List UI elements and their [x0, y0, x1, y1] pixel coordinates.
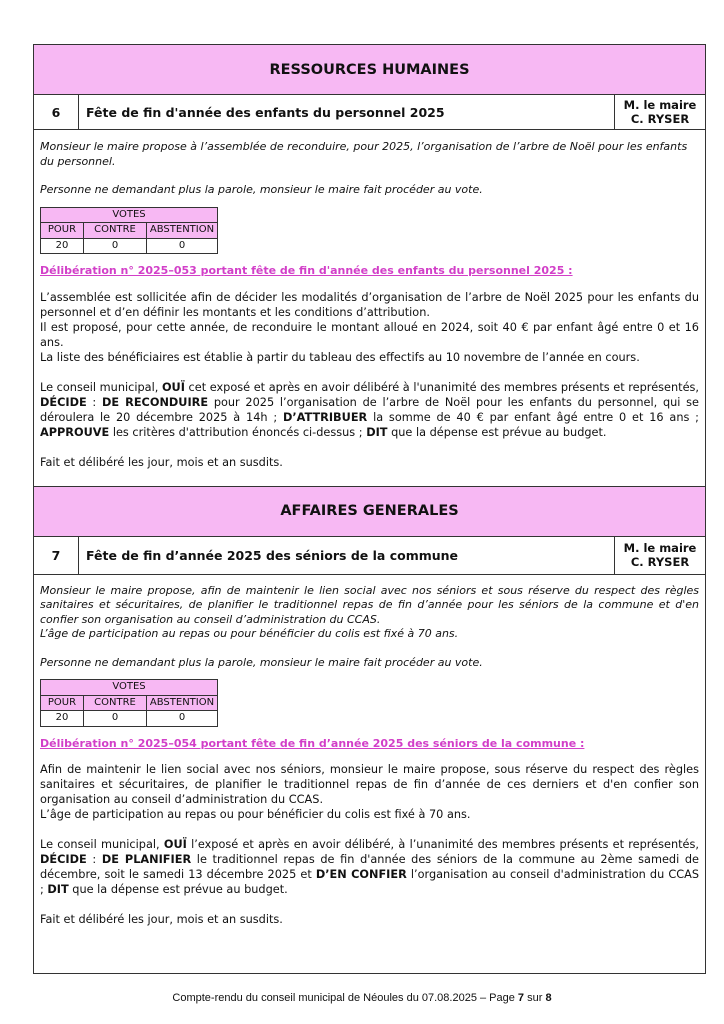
closing-text: Fait et délibéré les jour, mois et an susdits. — [40, 455, 283, 469]
votes-abstention: 0 — [147, 711, 218, 727]
votes-contre: 0 — [84, 711, 147, 727]
item-rapporteur — [614, 95, 705, 129]
para-1: Afin de maintenir le lien social avec nos séniors, monsieur le maire propose, sous réserve du respect des règles sanitaires et sécuritaires, de planifier le traditionnel repas de fin d’année de ces derniers et d'en confier son organisation au conseil d’administration du CCAS. — [40, 763, 699, 806]
decision-text: Le conseil municipal, OUÏ cet exposé et après en avoir délibéré à l'unanimité des membres présents et représentés, DÉCIDE : DE RECONDUIRE pour 2025 l’organisation de l’arbre de Noël pour les enfants du personnel, qui se déroulera le 20 décembre 2025 à 14h ; D’ATTRIBUER la somme de 40 € par enfant âgé entre 0 et 16 ans ; APPROUVE les critères d'attribution énoncés ci-dessus ; DIT que la dépense est prévue au budget. — [40, 380, 699, 439]
para-1: L’assemblée est sollicitée afin de décider les modalités d’organisation de l’arbre de Noël 2025 pour les enfants du personnel et d’en définir les montants et les conditions d’attribution. — [40, 290, 699, 319]
item-6-body — [34, 130, 705, 470]
votes-abstention-label: ABSTENTION — [147, 695, 218, 711]
section-header-ag — [34, 486, 705, 537]
decision-text: Le conseil municipal, OUÏ l’exposé et après en avoir délibéré, à l’unanimité des membres présents et représentés, DÉCIDE : DE PLANIFIER le traditionnel repas de fin d'année des séniors de la commune au 2ème samedi de décembre, soit le samedi 13 décembre 2025 et D’EN CONFIER l’organisation au conseil d'administration du CCAS ; DIT que la dépense est prévue au budget. — [40, 838, 699, 896]
closing-text: Fait et délibéré les jour, mois et an susdits. — [40, 913, 283, 926]
section-title: AFFAIRES GENERALES — [280, 503, 459, 519]
footer-sep: sur — [524, 992, 546, 1004]
intro-text: Monsieur le maire propose à l’assemblée de reconduire, pour 2025, l’organisation de l’arbre de Noël pour les enfants du personnel. — [40, 140, 688, 168]
item-number: 6 — [34, 95, 79, 129]
para-3: La liste des bénéficiaires est établie à partir du tableau des effectifs au 10 novembre de l’année en cours. — [40, 350, 640, 364]
votes-pour-label: POUR — [41, 695, 84, 711]
votes-contre: 0 — [84, 238, 147, 254]
agenda-item-7 — [34, 537, 705, 575]
votes-pour: 20 — [41, 238, 84, 254]
votes-contre-label: CONTRE — [84, 223, 147, 239]
vote-call: Personne ne demandant plus la parole, monsieur le maire fait procéder au vote. — [40, 183, 483, 196]
item-title: Fête de fin d’année 2025 des séniors de la commune — [86, 547, 459, 563]
rapporteur-line1: M. le maire — [623, 98, 697, 112]
item-number: 7 — [34, 537, 79, 574]
votes-table — [40, 679, 218, 727]
footer-page: 7 — [517, 992, 525, 1004]
votes-table — [40, 207, 218, 255]
intro-text: Monsieur le maire propose, afin de maintenir le lien social avec nos séniors et sous réserve du respect des règles sanitaires et sécuritaires, de planifier le traditionnel repas de fin d’année pour les séniors de la commune et d'en confier son organisation au conseil d’administration du CCAS. — [40, 583, 699, 626]
votes-abstention: 0 — [147, 238, 218, 254]
votes-contre-label: CONTRE — [84, 695, 147, 711]
item-title: Fête de fin d'année des enfants du personnel 2025 — [86, 104, 445, 120]
votes-pour: 20 — [41, 711, 84, 727]
page-footer — [0, 992, 724, 1004]
votes-title: VOTES — [41, 207, 218, 223]
votes-pour-label: POUR — [41, 223, 84, 239]
footer-text: Compte-rendu du conseil municipal de Néoules du 07.08.2025 – Page — [172, 992, 518, 1004]
footer-total: 8 — [545, 992, 552, 1004]
deliberation-text — [40, 290, 699, 470]
para-2: Il est proposé, pour cette année, de reconduire le montant alloué en 2024, soit 40 € par enfant âgé entre 0 et 16 ans. — [40, 320, 699, 349]
deliberation-title: Délibération n° 2025–054 portant fête de fin d’année 2025 des séniors de la commune : — [40, 736, 585, 750]
votes-title: VOTES — [41, 680, 218, 696]
deliberation-text — [40, 762, 699, 927]
agenda-item-6 — [34, 95, 705, 130]
votes-abstention-label: ABSTENTION — [147, 223, 218, 239]
rapporteur-line2: C. RYSER — [630, 555, 690, 569]
rapporteur-line2: C. RYSER — [630, 112, 690, 126]
vote-call: Personne ne demandant plus la parole, monsieur le maire fait procéder au vote. — [40, 655, 483, 669]
deliberation-title: Délibération n° 2025–053 portant fête de fin d'année des enfants du personnel 2025 : — [40, 264, 573, 277]
rapporteur-line1: M. le maire — [623, 541, 697, 555]
intro-text-2: L’âge de participation au repas ou pour bénéficier du colis est fixé à 70 ans. — [40, 627, 459, 640]
item-7-body — [34, 575, 705, 928]
document-frame — [33, 44, 706, 974]
section-header-rh — [34, 45, 705, 95]
item-rapporteur — [614, 537, 705, 574]
section-title: RESSOURCES HUMAINES — [269, 61, 470, 78]
para-2: L’âge de participation au repas ou pour bénéficier du colis est fixé à 70 ans. — [40, 808, 471, 821]
